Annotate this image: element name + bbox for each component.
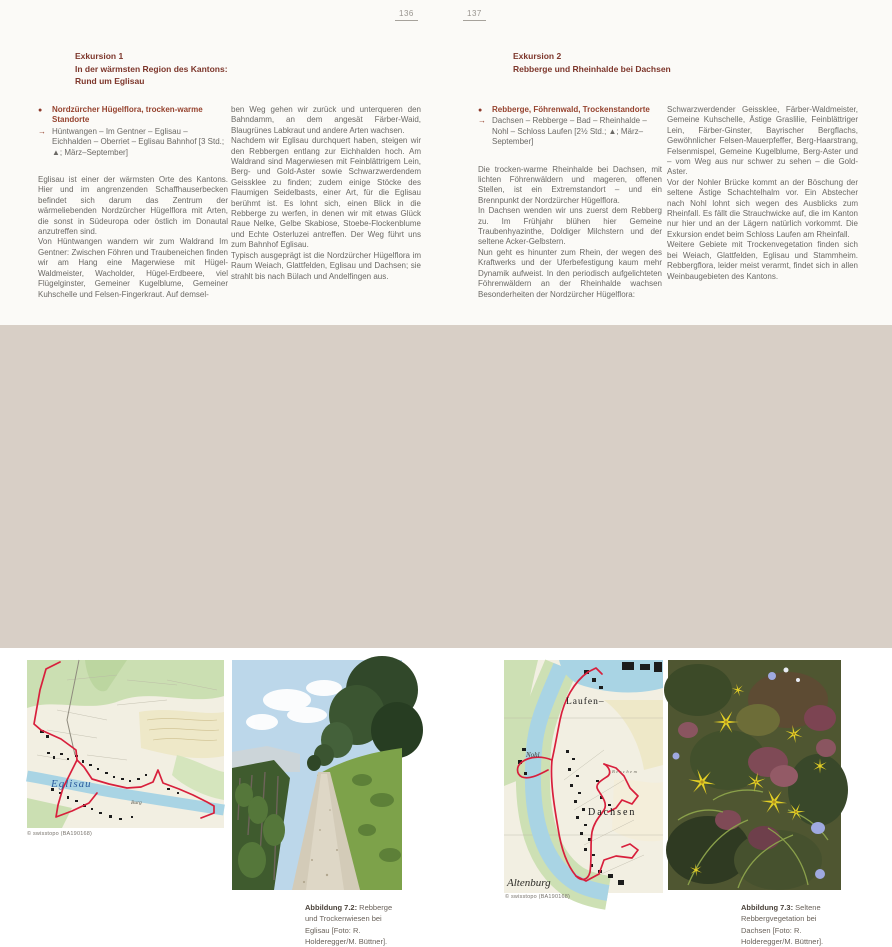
paragraph: In Dachsen wenden wir uns zuerst dem Rebberg zu. Im Frühjahr blühen hier Gemeine Traubenhyazinthe, Doldiger Milchstern und der seltene Acker-Gelbstern.: [478, 206, 662, 247]
map-copyright-right: © swisstopo (BA190168): [505, 894, 571, 900]
excursion-1-subhead-text: Nordzürcher Hügelflora, trocken-warme Standorte: [52, 105, 203, 125]
map-eglisau-image: [27, 660, 224, 828]
excursion-2-subhead-text: Rebberge, Föhrenwald, Trockenstandorte: [492, 105, 650, 114]
map-copyright-left: © swisstopo (BA190168): [27, 831, 93, 837]
paragraph: Vor der Nohler Brücke kommt an der Böschung der seltene Ästige Schachtelhalm vor. Ein Abstecher nach Nohl lohnt sich wegen des Ausblicks zum Rheinfall. Es fällt die Strauchwicke auf, die im Kanton nur hier und an der Lägern natürlich vorkommt. Die Exkursion endet beim Schloss Laufen am Rheinfall.: [667, 177, 858, 239]
excursion-1-route-text: Hüntwangen – Im Gentner – Eglisau – Eichhalden – Oberriet – Eglisau Bahnhof [3 Std.; ▲; März–September]: [52, 126, 225, 157]
excursion-2-subhead: [478, 105, 662, 115]
map-label-burg: Burg: [131, 800, 142, 806]
arrow-icon: →: [38, 126, 46, 136]
right-page-column-1: [478, 105, 662, 300]
paragraph: Schwarzwerdender Geissklee, Färber-Waldmeister, Gemeine Kuhschelle, Ästige Graslilie, Feinblättriger Lein, Färber-Ginster, Bayrischer Bergflachs, Gewöhnlicher Felsen-Mauerpfeffer, Berg-Haarstrang, Felsenmispel, Gemeine Kugelblume, Berg-Aster und – vom Weg aus nur schwer zu sehen – die Gold-Aster.: [667, 105, 858, 177]
left-page-column-1: [38, 105, 228, 300]
photo-flower-meadow: [668, 660, 841, 890]
bullet-icon: ●: [478, 107, 483, 114]
photo-vineyard-path: [232, 660, 402, 890]
map-label-altenburg: Altenburg: [507, 877, 551, 889]
excursion-2-title-line1: Rebberge und Rheinhalde bei Dachsen: [513, 63, 671, 74]
bullet-icon: ●: [38, 107, 43, 114]
paragraph: Weitere Gebiete mit Trockenvegetation finden sich bei Weiach, Glattfelden, Eglisau und Stammheim. Rebbergflora, leider meist verarmt, findet sich in allen Weinbaugebieten des Kantons.: [667, 240, 858, 281]
figure-caption-72-label: Abbildung 7.2:: [305, 903, 358, 912]
left-page-column-2: [231, 105, 421, 282]
excursion-2-route-text: Dachsen – Rebberge – Bad – Rheinhalde – Nohl – Schloss Laufen [2½ Std.; ▲; März–September]: [492, 116, 647, 147]
map-label-berchem: Berchem: [612, 769, 639, 774]
map-label-dachsen: Dachsen: [588, 807, 637, 818]
figure-caption-72: [305, 902, 401, 947]
paragraph: Von Hüntwangen wandern wir zum Waldrand Im Gentner: Zwischen Föhren und Traubeneichen finden wir am Hang eine Magerwiese mit Hügel-Waldmeister, Wacholder, Hügel-Erdbeere, viel Flügelginster, Gemeiner Kugelblume, Gemeiner Kuhschelle und Felsen-Fingerkraut. Auf demsel-: [38, 237, 228, 299]
figure-caption-72-text: Rebberge und Trockenwiesen bei Eglisau [Foto: R. Holderegger/M. Büttner].: [305, 903, 393, 946]
figure-band: [0, 325, 892, 946]
paragraph: ben Weg gehen wir zurück und unterqueren den Bahndamm, an dem angesät Färber-Waid, Blaugrünes Labkraut und andere Arten wachsen.: [231, 105, 421, 135]
excursion-1-heading: [75, 50, 228, 88]
paragraph: Nachdem wir Eglisau durchquert haben, steigen wir den Rebbergen entlang zur Eichhalden hoch. Am Waldrand sind Magerwiesen mit Feinblättrigem Lein, Berg- und Gold-Aster sowie Schwarzwerdendem Geissklee zu finden; zudem einige Stöcke des Flaumigen Seidelbasts, einer Art, für die Eglisau berühmt ist. Es lohnt sich, einen Blick in die Rebberge zu werfen, in denen wir mit etwas Glück Raue Nelke, Gelbe Skabiose, Stoebe-Flockenblume und Echte Osterluzei antreffen. Der Weg führt uns zum Bahnhof Eglisau.: [231, 136, 421, 250]
excursion-1-title-line2: Rund um Eglisau: [75, 76, 145, 86]
figure-caption-73-text: Seltene Rebbergvegetation bei Dachsen [Foto: R. Holderegger/M. Büttner].: [741, 903, 824, 946]
paragraph: Typisch ausgeprägt ist die Nordzürcher Hügelflora im Raum Weiach, Glattfelden, Eglisau und Dachsen; sie strahlt bis nach Bülach und Andelfingen aus.: [231, 250, 421, 281]
figure-caption-73: [741, 902, 837, 947]
right-page-column-2: [667, 105, 858, 282]
page-number-left: 136: [395, 9, 418, 21]
excursion-2-route: [478, 116, 662, 147]
page-number-right: 137: [463, 9, 486, 21]
paragraph: Nun geht es hinunter zum Rhein, der wegen des Kraftwerks und der Uferbefestigung kaum mehr Dynamik aufweist. In den periodisch aufgelichteten Föhrenwäldern an der Rheinhalde wachsen Besonderheiten der Nordzürcher Hügelflora:: [478, 247, 662, 299]
paragraph: Die trocken-warme Rheinhalde bei Dachsen, mit lichten Föhrenwäldern und mageren, offenen Stellen, ist ein Extremstandort – und ein Brennpunkt der Nordzürcher Hügelflora.: [478, 164, 662, 205]
map-label-eglisau: Eglisau: [51, 778, 92, 790]
excursion-1-route: [38, 127, 228, 158]
map-label-nohl: Nohl: [526, 751, 540, 759]
excursion-1-title-line1: In der wärmsten Region des Kantons:: [75, 63, 228, 74]
figure-caption-73-label: Abbildung 7.3:: [741, 903, 794, 912]
excursion-2-heading: [513, 50, 671, 75]
excursion-2-kicker: Exkursion 2: [513, 51, 562, 61]
paragraph: Eglisau ist einer der wärmsten Orte des Kantons. Hier und im angrenzenden Schaffhauserbecken befindet sich darum das Zentrum der wärmeliebenden Nordzürcher Hügelflora mit Arten, die sonst in Südeuropa oder östlich im Donautal anzutreffen sind.: [38, 175, 228, 237]
map-label-laufen: Laufen–: [566, 697, 605, 707]
arrow-icon: →: [478, 116, 486, 126]
map-dachsen-image: [504, 660, 663, 893]
excursion-1-kicker: Exkursion 1: [75, 51, 124, 61]
excursion-1-subhead: [38, 105, 228, 126]
